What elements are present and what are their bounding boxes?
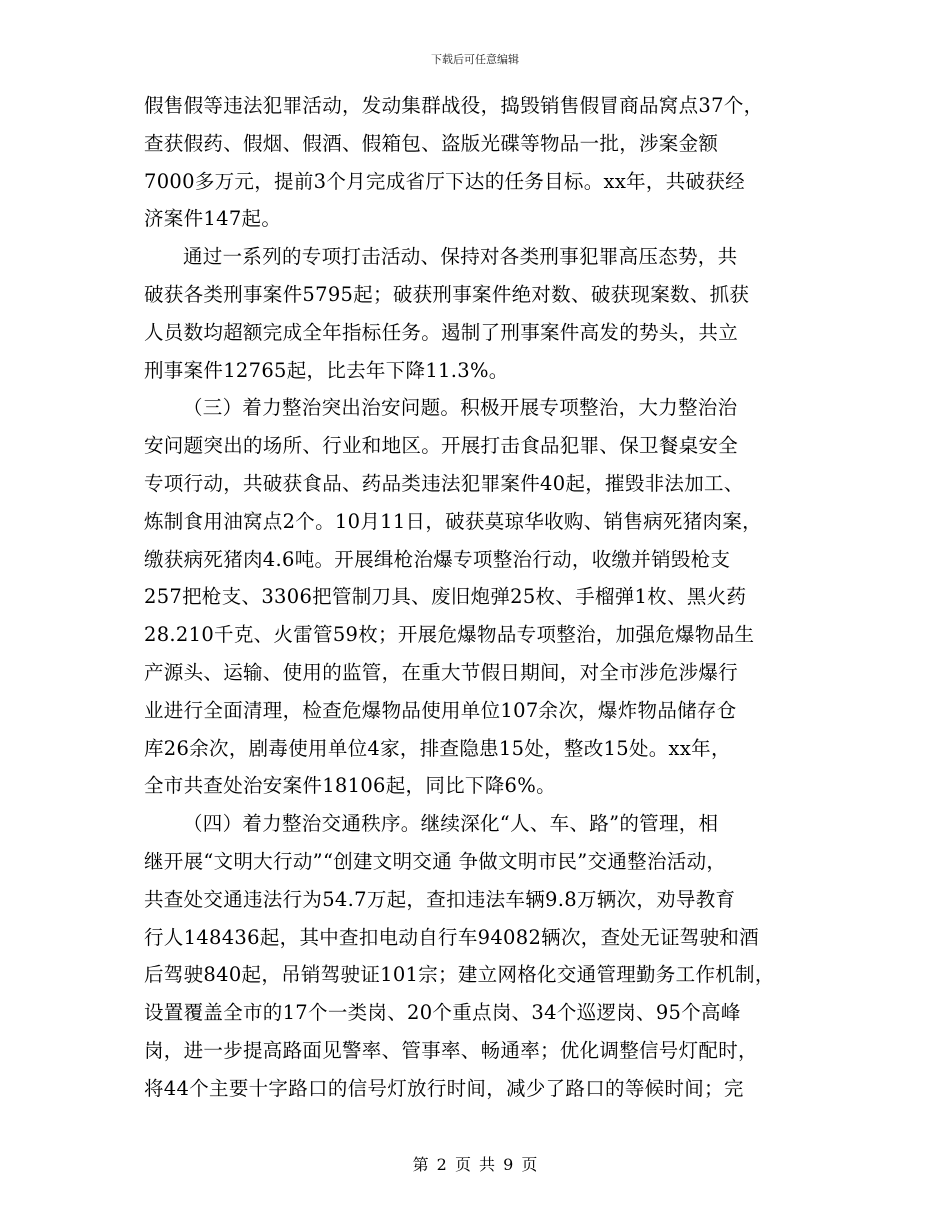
text-line: 共查处交通违法行为54.7万起，查扣违法车辆9.8万辆次，劝导教育 — [144, 887, 736, 911]
text-line: 查获假药、假烟、假酒、假箱包、盗版光碟等物品一批，涉案金额 — [144, 131, 719, 155]
document-body — [144, 87, 834, 1108]
section-heading-line: （四）着力整治交通秩序。继续深化“人、车、路”的管理，相 — [183, 812, 719, 836]
text-line: 岗，进一步提高路面见警率、管事率、畅通率；优化调整信号灯配时， — [144, 1038, 758, 1062]
text-line: 继开展“文明大行动”“创建文明交通 争做文明市民”交通整治活动， — [144, 849, 727, 873]
text-line: 假售假等违法犯罪活动，发动集群战役，捣毁销售假冒商品窝点37个， — [144, 94, 764, 117]
text-line: 刑事案件12765起，比去年下降11.3%。 — [144, 358, 509, 382]
text-line: 设置覆盖全市的17个一类岗、20个重点岗、34个巡逻岗、95个高峰 — [144, 1001, 741, 1025]
page-footer: 第 2 页 共 9 页 — [412, 1155, 538, 1174]
text-line: 7000多万元，提前3个月完成省厅下达的任务目标。xx年，共破获经 — [144, 169, 745, 193]
text-line: 产源头、运输、使用的监管，在重大节假日期间，对全市涉危涉爆行 — [144, 660, 739, 684]
text-line: 缴获病死猪肉4.6吨。开展缉枪治爆专项整治行动，收缴并销毁枪支 — [144, 547, 731, 571]
text-line: 257把枪支、3306把管制刀具、废旧炮弹25枚、手榴弹1枚、黑火药 — [144, 585, 747, 609]
text-line: 将44个主要十字路口的信号灯放行时间，减少了路口的等候时间；完 — [144, 1076, 744, 1100]
section-heading-line: （三）着力整治突出治安问题。积极开展专项整治，大力整治治 — [183, 396, 738, 420]
text-line: 济案件147起。 — [144, 207, 282, 231]
text-line: 28.210千克、火雷管59枚；开展危爆物品专项整治，加强危爆物品生 — [144, 623, 755, 647]
text-line: 破获各类刑事案件5795起；破获刑事案件绝对数、破获现案数、抓获 — [144, 282, 750, 306]
paragraph-first-line: 通过一系列的专项打击活动、保持对各类刑事犯罪高压态势，共 — [183, 245, 738, 269]
text-line: 专项行动，共破获食品、药品类违法犯罪案件40起，摧毁非法加工、 — [144, 471, 744, 495]
text-line: 全市共查处治安案件18106起，同比下降6%。 — [144, 774, 556, 798]
text-line: 业进行全面清理，检查危爆物品使用单位107余次，爆炸物品储存仓 — [144, 698, 737, 722]
text-line: 炼制食用油窝点2个。10月11日，破获莫琼华收购、销售病死猪肉案， — [144, 509, 762, 533]
text-line: 后驾驶840起，吊销驾驶证101宗；建立网格化交通管理勤务工作机制， — [144, 963, 775, 987]
text-line: 行人148436起，其中查扣电动自行车94082辆次，查处无证驾驶和酒 — [144, 925, 759, 949]
text-line: 人员数均超额完成全年指标任务。遏制了刑事案件高发的势头，共立 — [144, 320, 739, 344]
page-header: 下载后可任意编辑 — [431, 53, 519, 66]
text-line: 安问题突出的场所、行业和地区。开展打击食品犯罪、保卫餐桌安全 — [144, 434, 739, 458]
text-line: 库26余次，剧毒使用单位4家，排查隐患15处，整改15处。xx年， — [144, 736, 731, 760]
